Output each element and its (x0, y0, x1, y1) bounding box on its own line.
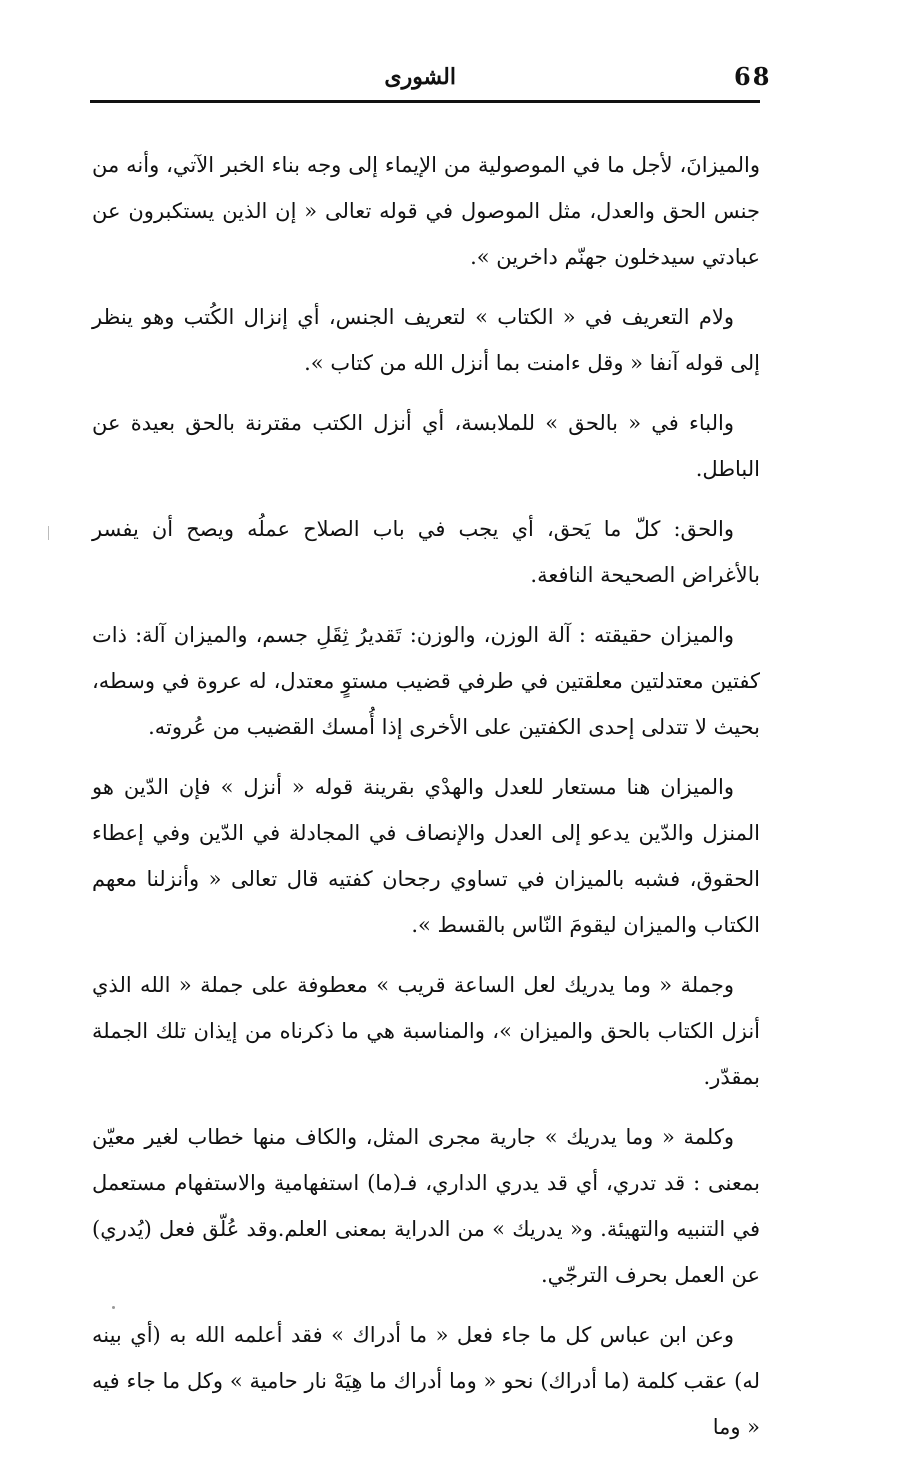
paragraph: وجملة « وما يدريك لعل الساعة قريب » معطوفة على جملة « الله الذي أنزل الكتاب بالحق والميزان »، والمناسبة هي ما ذكرناه من إيذان تلك الجملة بمقدّر. (92, 973, 760, 1089)
paragraph: ولام التعريف في « الكتاب » لتعريف الجنس، أي إنزال الكُتب وهو ينظر إلى قوله آنفا « وقل ءامنت بما أنزل الله من كتاب ». (92, 305, 760, 375)
header-rule (90, 100, 760, 103)
page-number: 68 (734, 62, 772, 91)
paragraph: والميزانَ، لأجل ما في الموصولية من الإيماء إلى وجه بناء الخبر الآتي، وأنه من جنس الحق والعدل، مثل الموصول في قوله تعالى « إن الذين يستكبرون عن عبادتي سيدخلون جهنّم داخرين ». (92, 153, 760, 269)
paragraph: وعن ابن عباس كل ما جاء فعل « ما أدراك » فقد أعلمه الله به (أي بينه له) عقب كلمة (ما أدراك) نحو « وما أدراك ما هِيَهْ نار حامية » وكل ما جاء فيه « وما (92, 1323, 760, 1439)
body-text (92, 142, 760, 1464)
scan-dot (112, 1306, 115, 1309)
paragraph: والميزان هنا مستعار للعدل والهدْي بقرينة قوله « أنزل » فإن الدّين هو المنزل والدّين يدعو إلى العدل والإنصاف في المجادلة في الدّين وفي إعطاء الحقوق، فشبه بالميزان في تساوي رجحان كفتيه قال تعالى « وأنزلنا معهم الكتاب والميزان ليقومَ النّاس بالقسط ». (92, 775, 760, 937)
paragraph: وكلمة « وما يدريك » جارية مجرى المثل، والكاف منها خطاب لغير معيّن بمعنى : قد تدري، أي قد يدري الداري، فـ(ما) استفهامية والاستفهام مستعمل في التنبيه والتهيئة. و« يدريك » من الدراية بمعنى العلم.وقد عُلّق فعل (يُدري) عن العمل بحرف الترجّي. (92, 1125, 760, 1287)
margin-mark (48, 526, 49, 540)
paragraph: والباء في « بالحق » للملابسة، أي أنزل الكتب مقترنة بالحق بعيدة عن الباطل. (92, 411, 760, 481)
page-header (90, 56, 772, 100)
paragraph: والحق: كلّ ما يَحق، أي يجب في باب الصلاح عملُه ويصح أن يفسر بالأغراض الصحيحة النافعة. (92, 517, 760, 587)
paragraph: والميزان حقيقته : آلة الوزن، والوزن: تَقديرُ ثِقَلِ جسم، والميزان آلة: ذات كفتين معتدلتين معلقتين في طرفي قضيب مستوٍ معتدل، له عروة في وسطه، بحيث لا تتدلى إحدى الكفتين على الأخرى إذا أُمسك القضيب من عُروته. (92, 623, 760, 739)
running-title: الشورى (384, 64, 456, 90)
